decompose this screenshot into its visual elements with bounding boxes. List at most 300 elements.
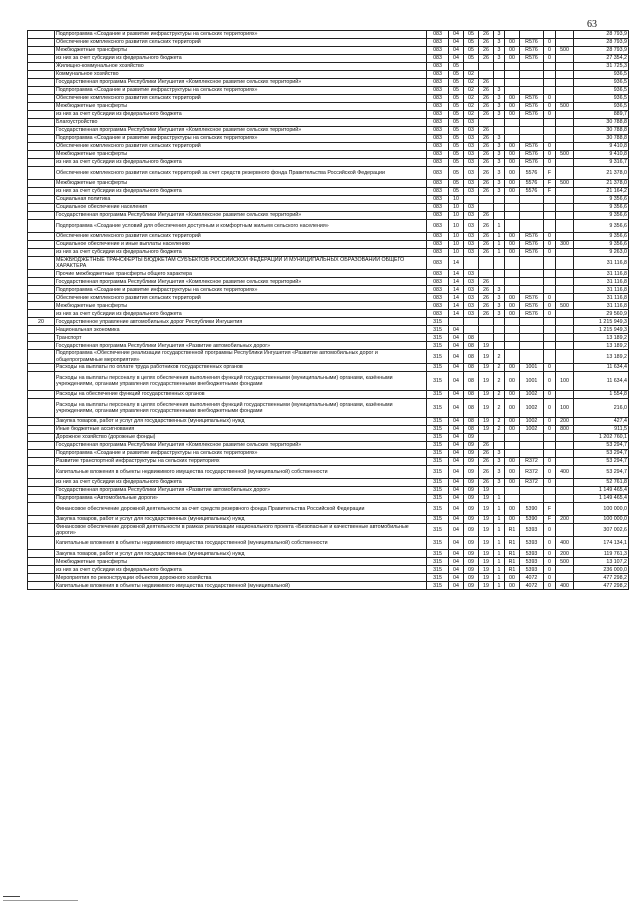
- code-direction: [520, 212, 544, 220]
- table-row: [28, 220, 629, 233]
- row-number: [28, 159, 55, 167]
- code-subsection: 03: [464, 270, 479, 278]
- code-event: 00: [505, 457, 520, 465]
- code-direction: 5576: [520, 188, 544, 196]
- code-program: 26: [479, 180, 494, 188]
- code-subprogram: 2: [494, 417, 505, 425]
- code-subsection: 03: [464, 204, 479, 212]
- row-number: [28, 523, 55, 536]
- row-name: Закупка товаров, работ и услуг для государственных (муниципальных) нужд: [55, 515, 427, 523]
- code-suffix: [544, 486, 556, 494]
- code-program: 19: [479, 390, 494, 398]
- row-name: Финансовое обеспечение дорожной деятельности за счет средств резервного фонда Правительства Российской Федерации: [55, 502, 427, 515]
- row-number: [28, 47, 55, 55]
- code-direction: R576: [520, 95, 544, 103]
- code-program: [479, 326, 494, 334]
- code-admin: 083: [427, 212, 449, 220]
- code-admin: 315: [427, 465, 449, 478]
- row-amount: 21 378,0: [574, 180, 629, 188]
- row-amount: 936,5: [574, 87, 629, 95]
- row-amount: 911,5: [574, 425, 629, 433]
- code-section: 04: [449, 441, 464, 449]
- code-subprogram: 2: [494, 350, 505, 363]
- code-suffix: 0: [544, 523, 556, 536]
- code-expense-type: 800: [556, 425, 574, 433]
- code-admin: 083: [427, 71, 449, 79]
- code-event: [505, 196, 520, 204]
- code-subprogram: [494, 342, 505, 350]
- code-program: 19: [479, 494, 494, 502]
- code-direction: R576: [520, 302, 544, 310]
- code-event: [505, 350, 520, 363]
- row-name: Развитие транспортной инфраструктуры на сельских территориях: [55, 457, 427, 465]
- row-amount: 936,5: [574, 103, 629, 111]
- code-direction: [520, 87, 544, 95]
- code-direction: [520, 449, 544, 457]
- row-name: из них за счет субсидии из федерального бюджета: [55, 310, 427, 318]
- code-subsection: 05: [464, 39, 479, 47]
- code-section: 04: [449, 537, 464, 550]
- row-name: Подпрограмма «Создание и развитие инфраструктуры на сельских территориях»: [55, 31, 427, 39]
- code-section: 04: [449, 574, 464, 582]
- table-row: [28, 478, 629, 486]
- code-section: 14: [449, 294, 464, 302]
- code-program: 26: [479, 151, 494, 159]
- row-name: Обеспечение комплексного развития сельских территорий: [55, 233, 427, 241]
- table-row: [28, 111, 629, 119]
- code-expense-type: [556, 326, 574, 334]
- code-section: 05: [449, 63, 464, 71]
- row-name: Социальное обеспечение населения: [55, 204, 427, 212]
- code-direction: 1001: [520, 363, 544, 371]
- row-number: [28, 270, 55, 278]
- code-section: 04: [449, 478, 464, 486]
- code-subprogram: 1: [494, 537, 505, 550]
- code-event: [505, 326, 520, 334]
- table-row: [28, 135, 629, 143]
- row-number: [28, 310, 55, 318]
- code-expense-type: [556, 119, 574, 127]
- code-suffix: [544, 318, 556, 326]
- code-program: 26: [479, 449, 494, 457]
- code-event: R1: [505, 550, 520, 558]
- code-program: [479, 204, 494, 212]
- code-expense-type: 500: [556, 558, 574, 566]
- row-amount: 28 793,9: [574, 31, 629, 39]
- code-admin: 083: [427, 220, 449, 233]
- row-number: [28, 257, 55, 270]
- code-subprogram: [494, 270, 505, 278]
- code-section: 10: [449, 249, 464, 257]
- code-event: 00: [505, 167, 520, 180]
- code-section: 05: [449, 119, 464, 127]
- code-program: 26: [479, 220, 494, 233]
- code-admin: 315: [427, 441, 449, 449]
- code-section: 04: [449, 465, 464, 478]
- row-amount: 1 554,8: [574, 390, 629, 398]
- code-expense-type: [556, 95, 574, 103]
- row-amount: 889,7: [574, 111, 629, 119]
- row-number: [28, 486, 55, 494]
- code-direction: R576: [520, 143, 544, 151]
- code-admin: 083: [427, 39, 449, 47]
- code-direction: [520, 342, 544, 350]
- row-name: Социальное обеспечение и иные выплаты населению: [55, 241, 427, 249]
- code-subprogram: 2: [494, 371, 505, 390]
- code-expense-type: [556, 167, 574, 180]
- code-program: 26: [479, 95, 494, 103]
- code-admin: 315: [427, 398, 449, 417]
- code-section: 04: [449, 566, 464, 574]
- row-number: [28, 119, 55, 127]
- row-name: Подпрограмма «Создание и развитие инфраструктуры на сельских территориях»: [55, 449, 427, 457]
- table-body: [28, 31, 629, 590]
- code-direction: [520, 220, 544, 233]
- row-amount: 1 149 465,4: [574, 494, 629, 502]
- code-subprogram: 3: [494, 39, 505, 47]
- code-program: 26: [479, 294, 494, 302]
- code-section: 04: [449, 398, 464, 417]
- code-direction: [520, 433, 544, 441]
- code-suffix: 0: [544, 143, 556, 151]
- code-suffix: [544, 135, 556, 143]
- row-number: [28, 582, 55, 590]
- code-admin: 315: [427, 574, 449, 582]
- row-number: [28, 278, 55, 286]
- row-name: Межбюджетные трансферты: [55, 302, 427, 310]
- code-direction: 5393: [520, 566, 544, 574]
- row-amount: 21 378,0: [574, 167, 629, 180]
- code-expense-type: [556, 566, 574, 574]
- code-section: 04: [449, 342, 464, 350]
- code-subsection: 02: [464, 79, 479, 87]
- code-subprogram: 3: [494, 465, 505, 478]
- table-row: [28, 127, 629, 135]
- code-event: 00: [505, 417, 520, 425]
- code-program: [479, 196, 494, 204]
- code-event: 00: [505, 515, 520, 523]
- code-expense-type: [556, 143, 574, 151]
- row-name: Национальная экономика: [55, 326, 427, 334]
- code-direction: 5390: [520, 515, 544, 523]
- row-name: из них за счет субсидии из федерального бюджета: [55, 566, 427, 574]
- code-expense-type: [556, 196, 574, 204]
- row-name: Государственная программа Республики Ингушетия «Комплексное развитие сельских территорий»: [55, 127, 427, 135]
- code-program: 19: [479, 550, 494, 558]
- code-direction: R576: [520, 103, 544, 111]
- code-program: 26: [479, 441, 494, 449]
- code-admin: 083: [427, 159, 449, 167]
- code-event: [505, 63, 520, 71]
- code-direction: [520, 119, 544, 127]
- code-admin: 315: [427, 417, 449, 425]
- code-expense-type: [556, 363, 574, 371]
- code-direction: R372: [520, 478, 544, 486]
- row-number: [28, 465, 55, 478]
- code-direction: [520, 486, 544, 494]
- code-section: 04: [449, 449, 464, 457]
- row-amount: 13 189,2: [574, 350, 629, 363]
- code-program: 26: [479, 286, 494, 294]
- code-section: 04: [449, 523, 464, 536]
- code-expense-type: [556, 318, 574, 326]
- code-expense-type: [556, 457, 574, 465]
- row-number: [28, 417, 55, 425]
- code-section: 05: [449, 167, 464, 180]
- code-admin: 083: [427, 204, 449, 212]
- code-program: 26: [479, 465, 494, 478]
- row-name: Подпрограмма «Создание и развитие инфраструктуры на сельских территориях»: [55, 135, 427, 143]
- code-program: 26: [479, 47, 494, 55]
- code-admin: 083: [427, 233, 449, 241]
- code-admin: 315: [427, 537, 449, 550]
- code-subprogram: [494, 79, 505, 87]
- table-row: [28, 417, 629, 425]
- code-direction: R576: [520, 159, 544, 167]
- code-expense-type: [556, 257, 574, 270]
- row-number: [28, 127, 55, 135]
- code-program: 26: [479, 159, 494, 167]
- code-section: 04: [449, 550, 464, 558]
- code-subsection: 08: [464, 334, 479, 342]
- row-number: [28, 188, 55, 196]
- code-suffix: [544, 63, 556, 71]
- code-subprogram: 1: [494, 566, 505, 574]
- code-suffix: [544, 127, 556, 135]
- code-expense-type: 200: [556, 550, 574, 558]
- code-subsection: [464, 257, 479, 270]
- code-expense-type: [556, 433, 574, 441]
- code-admin: 315: [427, 350, 449, 363]
- row-number: [28, 558, 55, 566]
- code-program: 19: [479, 398, 494, 417]
- row-name: Межбюджетные трансферты: [55, 47, 427, 55]
- code-section: 05: [449, 180, 464, 188]
- code-subprogram: 1: [494, 502, 505, 515]
- row-amount: 31 725,3: [574, 63, 629, 71]
- code-direction: R372: [520, 457, 544, 465]
- code-subsection: 09: [464, 449, 479, 457]
- code-subsection: 08: [464, 371, 479, 390]
- code-direction: 5576: [520, 180, 544, 188]
- code-admin: 083: [427, 151, 449, 159]
- code-section: 04: [449, 457, 464, 465]
- row-number: [28, 457, 55, 465]
- row-amount: 9 410,8: [574, 143, 629, 151]
- row-name: Межбюджетные трансферты: [55, 558, 427, 566]
- code-expense-type: 300: [556, 241, 574, 249]
- code-direction: R372: [520, 465, 544, 478]
- code-admin: 315: [427, 425, 449, 433]
- code-direction: [520, 127, 544, 135]
- row-number: [28, 478, 55, 486]
- row-number: [28, 241, 55, 249]
- code-direction: R576: [520, 39, 544, 47]
- code-direction: [520, 79, 544, 87]
- code-suffix: 0: [544, 537, 556, 550]
- code-program: 26: [479, 55, 494, 63]
- code-event: 00: [505, 310, 520, 318]
- code-expense-type: [556, 127, 574, 135]
- code-subprogram: 3: [494, 310, 505, 318]
- row-name: Жилищно-коммунальное хозяйство: [55, 63, 427, 71]
- code-direction: R576: [520, 55, 544, 63]
- code-event: 00: [505, 180, 520, 188]
- code-program: 26: [479, 302, 494, 310]
- code-section: 04: [449, 371, 464, 390]
- code-direction: 4072: [520, 574, 544, 582]
- table-row: [28, 241, 629, 249]
- code-suffix: 0: [544, 310, 556, 318]
- code-section: 04: [449, 47, 464, 55]
- row-number: [28, 143, 55, 151]
- code-direction: [520, 31, 544, 39]
- code-section: 05: [449, 71, 464, 79]
- table-row: [28, 270, 629, 278]
- code-suffix: [544, 87, 556, 95]
- code-program: 19: [479, 582, 494, 590]
- code-suffix: [544, 212, 556, 220]
- code-admin: 315: [427, 494, 449, 502]
- code-admin: 083: [427, 241, 449, 249]
- row-name: МЕЖБЮДЖЕТНЫЕ ТРАНСФЕРТЫ БЮДЖЕТАМ СУБЪЕКТОВ РОССИЙСКОЙ ФЕДЕРАЦИИ И МУНИЦИПАЛЬНЫХ ОБРАЗОВАНИЙ ОБЩЕГО ХАРАКТЕРА: [55, 257, 427, 270]
- table-row: [28, 558, 629, 566]
- code-expense-type: [556, 441, 574, 449]
- code-subsection: 03: [464, 241, 479, 249]
- code-direction: [520, 135, 544, 143]
- code-suffix: [544, 342, 556, 350]
- code-program: 26: [479, 249, 494, 257]
- code-subprogram: [494, 204, 505, 212]
- code-subprogram: [494, 212, 505, 220]
- code-program: 19: [479, 342, 494, 350]
- row-amount: 31 116,8: [574, 302, 629, 310]
- row-name: Коммунальное хозяйство: [55, 71, 427, 79]
- code-expense-type: [556, 55, 574, 63]
- code-direction: [520, 63, 544, 71]
- table-row: [28, 465, 629, 478]
- code-admin: 083: [427, 47, 449, 55]
- code-subsection: 03: [464, 143, 479, 151]
- table-row: [28, 71, 629, 79]
- code-event: 00: [505, 425, 520, 433]
- code-section: 10: [449, 220, 464, 233]
- table-row: [28, 204, 629, 212]
- code-section: 04: [449, 326, 464, 334]
- code-subsection: [464, 196, 479, 204]
- code-subsection: 02: [464, 71, 479, 79]
- table-row: [28, 79, 629, 87]
- code-expense-type: [556, 212, 574, 220]
- code-admin: 315: [427, 342, 449, 350]
- code-subsection: 09: [464, 433, 479, 441]
- code-subsection: 03: [464, 127, 479, 135]
- code-subprogram: [494, 334, 505, 342]
- code-section: 14: [449, 278, 464, 286]
- code-expense-type: [556, 523, 574, 536]
- row-number: [28, 79, 55, 87]
- code-expense-type: [556, 111, 574, 119]
- table-row: [28, 39, 629, 47]
- code-expense-type: 400: [556, 465, 574, 478]
- table-row: [28, 212, 629, 220]
- code-subsection: 05: [464, 31, 479, 39]
- code-suffix: [544, 494, 556, 502]
- code-section: 05: [449, 95, 464, 103]
- code-expense-type: 500: [556, 151, 574, 159]
- code-subsection: 03: [464, 220, 479, 233]
- code-program: 26: [479, 457, 494, 465]
- code-expense-type: [556, 278, 574, 286]
- code-suffix: 0: [544, 294, 556, 302]
- code-admin: 315: [427, 566, 449, 574]
- row-name: Государственная программа Республики Ингушетия «Комплексное развитие сельских территорий»: [55, 441, 427, 449]
- code-subprogram: 1: [494, 249, 505, 257]
- code-program: 26: [479, 135, 494, 143]
- code-program: 26: [479, 188, 494, 196]
- code-subprogram: [494, 441, 505, 449]
- code-suffix: [544, 196, 556, 204]
- row-number: [28, 550, 55, 558]
- code-expense-type: [556, 71, 574, 79]
- row-amount: 9 356,6: [574, 212, 629, 220]
- code-admin: 083: [427, 55, 449, 63]
- code-direction: 5576: [520, 167, 544, 180]
- code-admin: 083: [427, 286, 449, 294]
- row-name: Расходы на выплаты по оплате труда работников государственных органов: [55, 363, 427, 371]
- code-event: [505, 212, 520, 220]
- row-name: Транспорт: [55, 334, 427, 342]
- code-direction: 1002: [520, 398, 544, 417]
- code-expense-type: [556, 87, 574, 95]
- code-subsection: 03: [464, 249, 479, 257]
- code-subprogram: 3: [494, 478, 505, 486]
- code-suffix: 0: [544, 241, 556, 249]
- code-program: 19: [479, 558, 494, 566]
- code-direction: [520, 270, 544, 278]
- code-expense-type: [556, 310, 574, 318]
- code-event: 00: [505, 302, 520, 310]
- code-admin: 315: [427, 326, 449, 334]
- code-suffix: 0: [544, 478, 556, 486]
- code-subsection: 03: [464, 212, 479, 220]
- row-number: [28, 494, 55, 502]
- row-amount: 9 410,8: [574, 151, 629, 159]
- table-row: [28, 47, 629, 55]
- code-suffix: [544, 204, 556, 212]
- code-subprogram: 1: [494, 515, 505, 523]
- code-program: 26: [479, 278, 494, 286]
- code-event: 00: [505, 390, 520, 398]
- code-admin: 083: [427, 294, 449, 302]
- code-suffix: 0: [544, 363, 556, 371]
- code-suffix: [544, 119, 556, 127]
- code-event: 00: [505, 55, 520, 63]
- row-name: Обеспечение комплексного развития сельских территорий за счет средств резервного фонда Правительства Российской Федерации: [55, 167, 427, 180]
- row-name: Закупка товаров, работ и услуг для государственных (муниципальных) нужд: [55, 550, 427, 558]
- code-program: 26: [479, 111, 494, 119]
- row-name: Расходы на выплаты персоналу в целях обеспечения выполнения функций государственными (муниципальными) органами, казёнными учреждениями, органами управления государственными внебюджетными фондами: [55, 398, 427, 417]
- code-subsection: 03: [464, 188, 479, 196]
- code-section: 04: [449, 515, 464, 523]
- code-program: 19: [479, 350, 494, 363]
- table-row: [28, 494, 629, 502]
- row-number: [28, 398, 55, 417]
- code-admin: 083: [427, 249, 449, 257]
- code-program: 26: [479, 127, 494, 135]
- code-program: [479, 71, 494, 79]
- row-number: [28, 334, 55, 342]
